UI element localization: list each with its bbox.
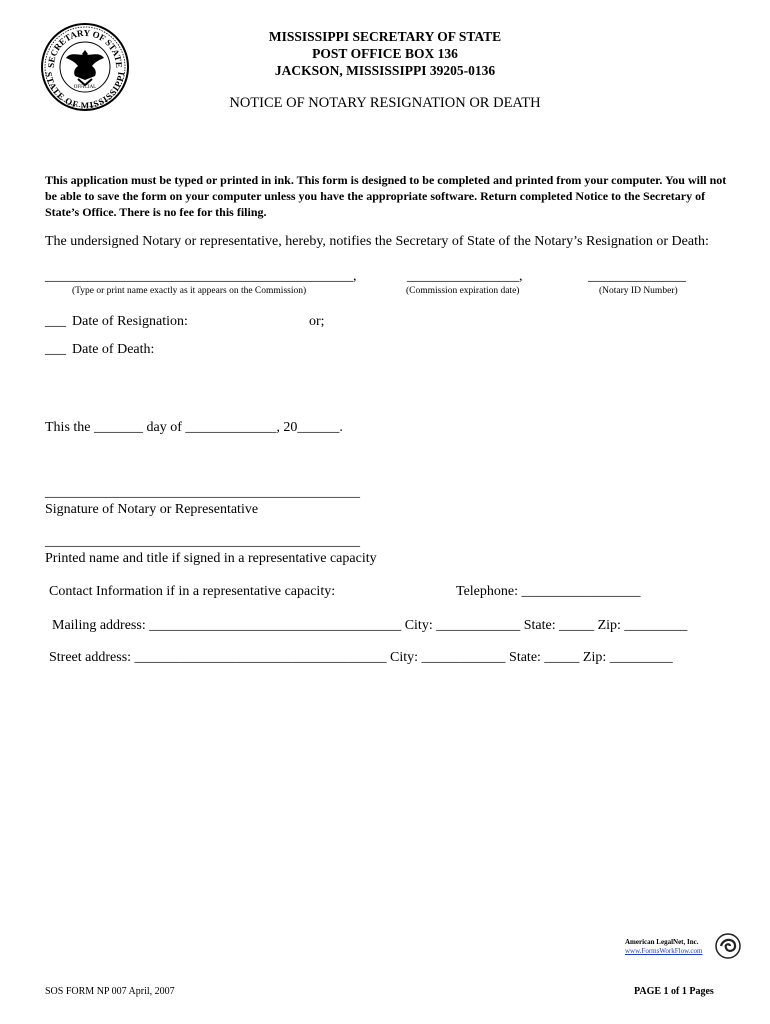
logo-url[interactable]: www.FormsWorkFlow.com — [625, 947, 703, 955]
resignation-label: Date of Resignation: — [72, 314, 188, 329]
notary-id-field[interactable]: ______________ — [588, 269, 686, 284]
resignation-checkbox[interactable]: ___ — [45, 314, 66, 329]
notary-name-field[interactable]: ____________________________________________, — [45, 269, 357, 284]
forms-workflow-logo — [620, 932, 744, 962]
intro-text: The undersigned Notary or representative, hereby, notifies the Secretary of State of the Notary’s Resignation or Death: — [45, 234, 709, 249]
header-city: JACKSON, MISSISSIPPI 39205-0136 — [274, 63, 496, 78]
printed-name-label: Printed name and title if signed in a representative capacity — [45, 551, 377, 566]
death-checkbox[interactable]: ___ — [45, 342, 66, 357]
expiration-date-caption: (Commission expiration date) — [406, 286, 520, 296]
notary-id-caption: (Notary ID Number) — [599, 286, 678, 296]
seal-bottom-text: STATE OF MISSISSIPPI — [43, 71, 127, 111]
instructions: This application must be typed or printed in ink. This form is designed to be completed and printed from your computer. You will not be able to save the form on your computer unless you have the appropriate software. Return completed Notice to the Secretary of State’s Office. There is no fee for this filing. — [45, 173, 727, 219]
contact-label: Contact Information if in a representative capacity: — [49, 584, 336, 599]
or-label: or; — [309, 314, 325, 329]
state-seal — [40, 22, 130, 112]
seal-top-text: SECRETARY OF STATE — [45, 27, 125, 69]
street-address-field[interactable]: Street address: ____________________________________ City: ____________ State: _____ Zip: _________ — [49, 650, 673, 665]
header-po-box: POST OFFICE BOX 136 — [312, 46, 458, 61]
mailing-address-field[interactable]: Mailing address: ____________________________________ City: ____________ State: _____ Zip: _________ — [52, 618, 688, 633]
date-line-field[interactable]: This the _______ day of _____________, 20______. — [45, 420, 343, 435]
notary-name-caption: (Type or print name exactly as it appears on the Commission) — [72, 286, 307, 296]
seal-inner-text: OFFICIAL — [73, 85, 97, 90]
seal-emblem-icon — [40, 22, 130, 112]
signature-label: Signature of Notary or Representative — [45, 502, 259, 517]
form-title: NOTICE OF NOTARY RESIGNATION OR DEATH — [229, 95, 541, 111]
death-label: Date of Death: — [72, 342, 155, 357]
logo-swirl-icon — [714, 932, 742, 960]
expiration-date-field[interactable]: ________________, — [407, 269, 523, 284]
header-agency: MISSISSIPPI SECRETARY OF STATE — [268, 29, 502, 44]
telephone-field[interactable]: Telephone: _________________ — [456, 584, 641, 599]
printed-name-field[interactable]: _____________________________________________ — [45, 534, 360, 549]
logo-company: American LegalNet, Inc. — [625, 938, 699, 946]
page-number: PAGE 1 of 1 Pages — [634, 986, 714, 997]
form-id: SOS FORM NP 007 April, 2007 — [45, 986, 175, 997]
signature-field[interactable]: _____________________________________________ — [45, 485, 360, 500]
